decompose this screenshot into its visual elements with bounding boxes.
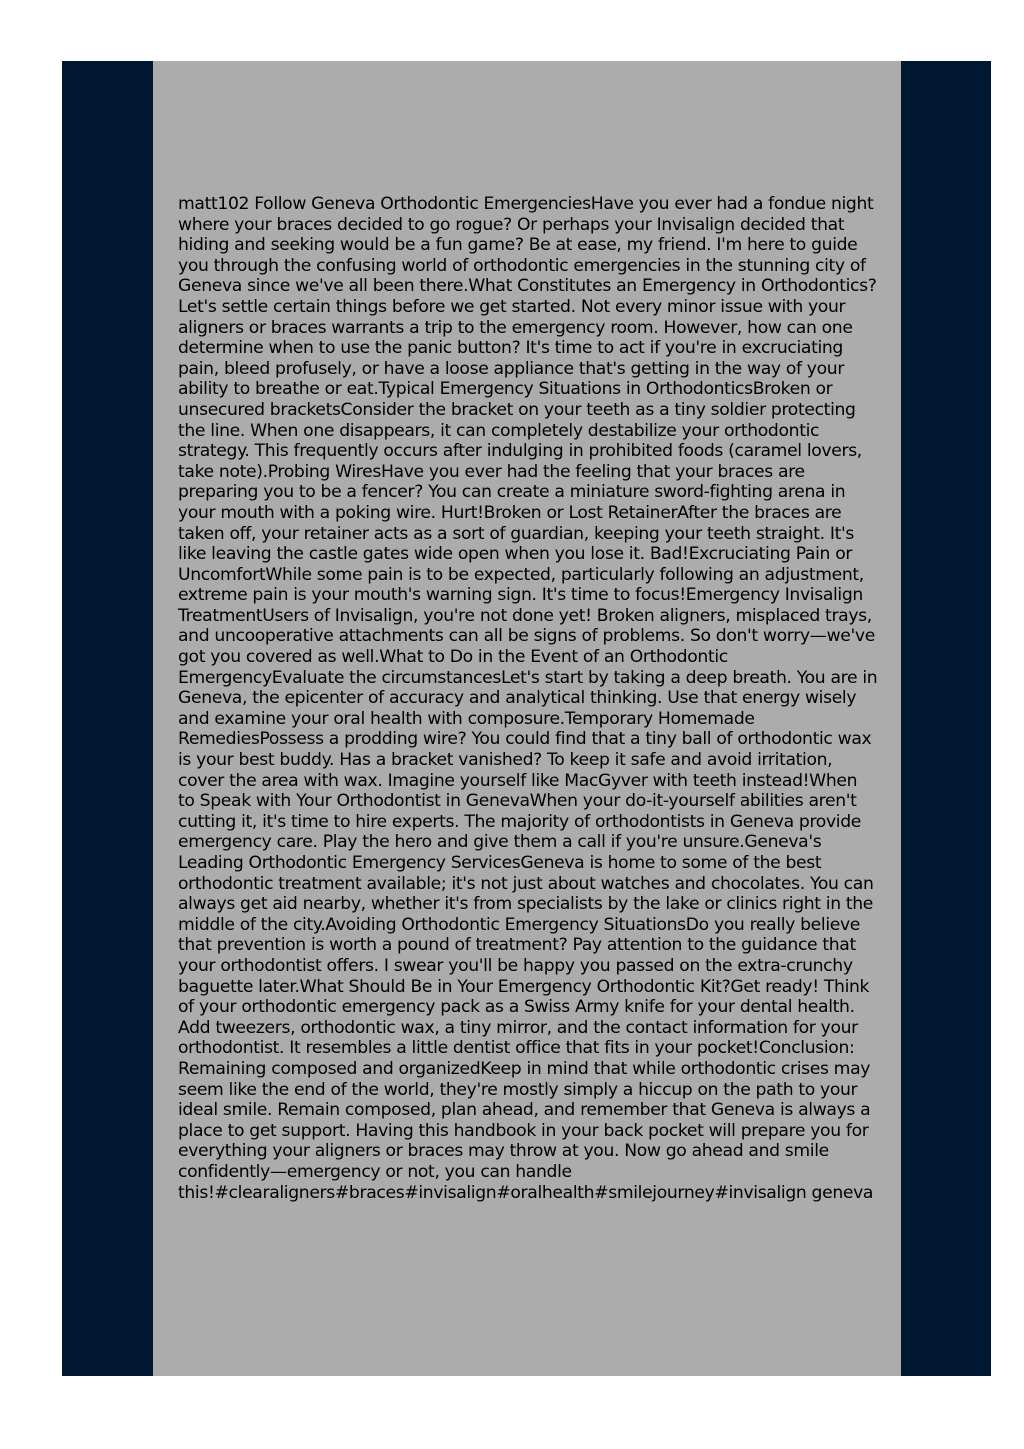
post-text [178,194,878,1203]
author-name[interactable]: matt102 [178,194,250,214]
follow-link[interactable]: Follow [254,194,307,214]
post-body: Geneva Orthodontic EmergenciesHave you ever had a fondue night where your braces decided to go rogue? Or perhaps your Invisalign decided that hiding and seeking would be a fun game? Be at ease, my friend. I'm here to guide you through the confusing world of orthodontic emergencies in the stunning city of Geneva since we've all been there.What Constitutes an Emergency in Orthodontics?Let's settle certain things before we get started. Not every minor issue with your aligners or braces warrants a trip to the emergency room. However, how can one determine when to use the panic button? It's time to act if you're in excruciating pain, bleed profusely, or have a loose appliance that's getting in the way of your ability to breathe or eat.Typical Emergency Situations in OrthodonticsBroken or unsecured bracketsConsider the bracket on your teeth as a tiny soldier protecting the line. When one disappears, it can completely destabilize your orthodontic strategy. This frequently occurs after indulging in prohibited foods (caramel lovers, take note).Probing WiresHave you ever had the feeling that your braces are preparing you to be a fencer? You can create a miniature sword-fighting arena in your mouth with a poking wire. Hurt!Broken or Lost RetainerAfter the braces are taken off, your retainer acts as a sort of guardian, keeping your teeth straight. It's like leaving the castle gates wide open when you lose it. Bad!Excruciating Pain or UncomfortWhile some pain is to be expected, particularly following an adjustment, extreme pain is your mouth's warning sign. It's time to focus!Emergency Invisalign TreatmentUsers of Invisalign, you're not done yet! Broken aligners, misplaced trays, and uncooperative attachments can all be signs of problems. So don't worry—we've got you covered as well.What to Do in the Event of an Orthodontic EmergencyEvaluate the circumstancesLet's start by taking a deep breath. You are in Geneva, the epicenter of accuracy and analytical thinking. Use that energy wisely and examine your oral health with composure.Temporary Homemade RemediesPossess a prodding wire? You could find that a tiny ball of orthodontic wax is your best buddy. Has a bracket vanished? To keep it safe and avoid irritation, cover the area with wax. Imagine yourself like MacGyver with teeth instead!When to Speak with Your Orthodontist in GenevaWhen your do-it-yourself abilities aren't cutting it, it's time to hire experts. The majority of orthodontists in Geneva provide emergency care. Play the hero and give them a call if you're unsure.Geneva's Leading Orthodontic Emergency ServicesGeneva is home to some of the best orthodontic treatment available; it's not just about watches and chocolates. You can always get aid nearby, whether it's from specialists by the lake or clinics right in the middle of the city.Avoiding Orthodontic Emergency SituationsDo you really believe that prevention is worth a pound of treatment? Pay attention to the guidance that your orthodontist offers. I swear you'll be happy you passed on the extra-crunchy baguette later.What Should Be in Your Emergency Orthodontic Kit?Get ready! Think of your orthodontic emergency pack as a Swiss Army knife for your dental health. Add tweezers, orthodontic wax, a tiny mirror, and the contact information for your orthodontist. It resembles a little dentist office that fits in your pocket!Conclusion: Remaining composed and organizedKeep in mind that while orthodontic crises may seem like the end of the world, they're mostly simply a hiccup on the path to your ideal smile. Remain composed, plan ahead, and remember that Geneva is always a place to get support. Having this handbook in your back pocket will prepare you for everything your aligners or braces may throw at you. Now go ahead and smile confidently—emergency or not, you can handle this!#clearaligners#braces#invisalign#oralhealth#smilejourney#invisalign geneva [178,194,878,1203]
